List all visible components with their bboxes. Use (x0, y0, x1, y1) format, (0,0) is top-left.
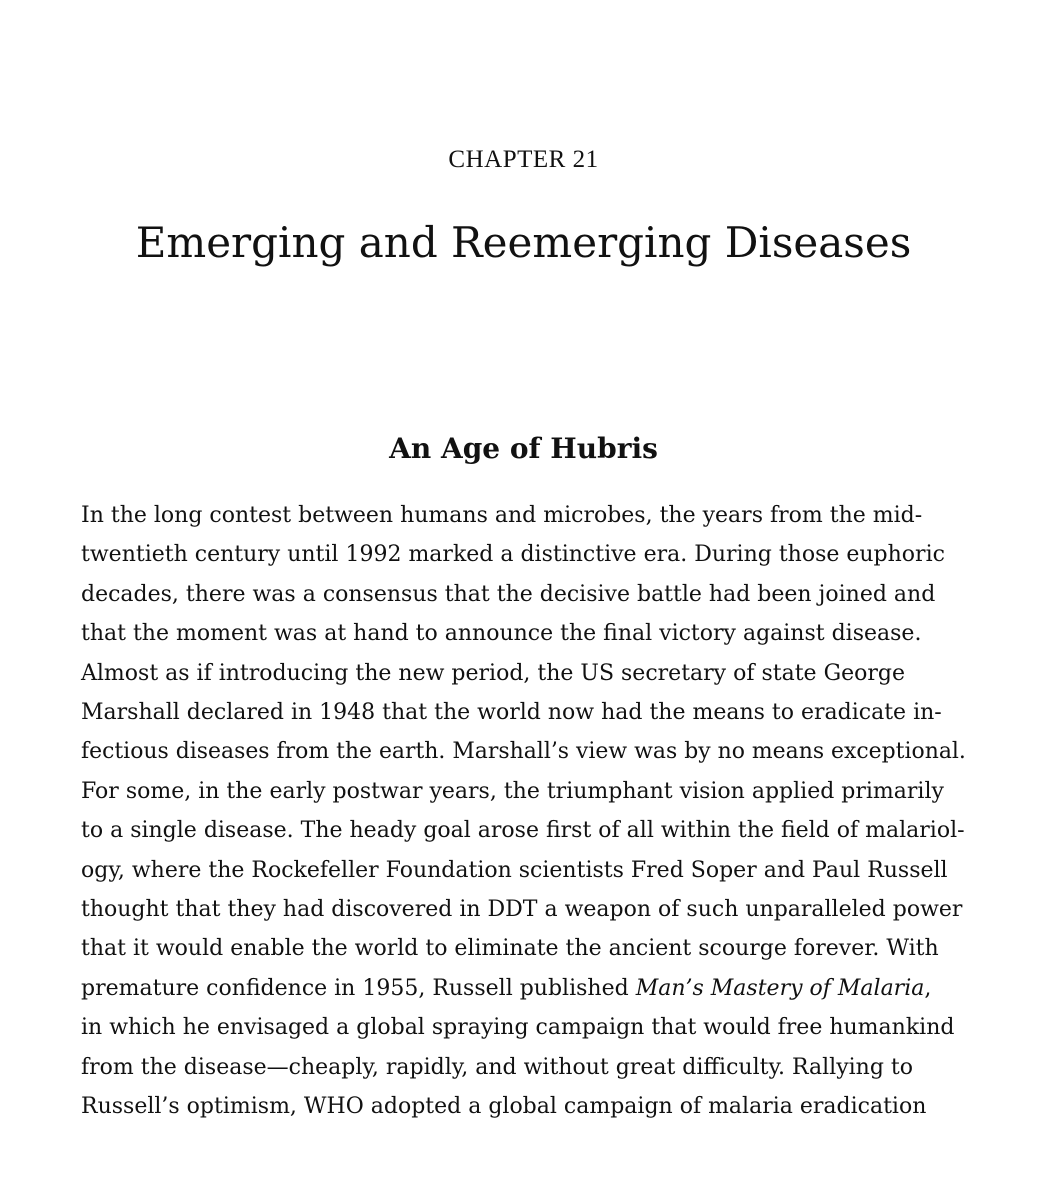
text-line: For some, in the early postwar years, the triumphant vision applied primarily (81, 778, 944, 804)
text-line: fectious diseases from the earth. Marshall’s view was by no means exceptional. (81, 739, 966, 765)
text-line: thought that they had discovered in DDT a weapon of such unparalleled power (81, 897, 963, 923)
text-line: twentieth century until 1992 marked a distinctive era. During those euphoric (81, 542, 945, 568)
body-paragraph (81, 496, 981, 1127)
chapter-label: CHAPTER 21 (448, 146, 599, 173)
text-line: to a single disease. The heady goal arose first of all within the field of malariol- (81, 818, 965, 844)
chapter-title: Emerging and Reemerging Diseases (135, 218, 912, 267)
text-line: Marshall declared in 1948 that the world now had the means to eradicate in- (81, 700, 942, 726)
text-line: In the long contest between humans and microbes, the years from the mid- (81, 503, 923, 528)
text-line-with-book-title (81, 969, 981, 1008)
text-segment: premature confidence in 1955, Russell published (81, 975, 636, 1001)
text-line: ogy, where the Rockefeller Foundation scientists Fred Soper and Paul Russell (81, 857, 948, 883)
text-line: from the disease—cheaply, rapidly, and without great difficulty. Rallying to (81, 1054, 913, 1080)
text-line: that it would enable the world to eliminate the ancient scourge forever. With (81, 936, 939, 962)
text-line: decades, there was a consensus that the decisive battle had been joined and (81, 581, 936, 607)
book-title: Man’s Mastery of Malaria (635, 975, 925, 1001)
text-line: that the moment was at hand to announce the final victory against disease. (81, 621, 922, 647)
text-line: in which he envisaged a global spraying campaign that would free humankind (81, 1015, 955, 1041)
text-segment: , (924, 975, 932, 1001)
text-line: Almost as if introducing the new period, the US secretary of state George (81, 660, 906, 686)
section-heading: An Age of Hubris (389, 432, 658, 465)
text-line: Russell’s optimism, WHO adopted a global campaign of malaria eradication (81, 1094, 927, 1120)
